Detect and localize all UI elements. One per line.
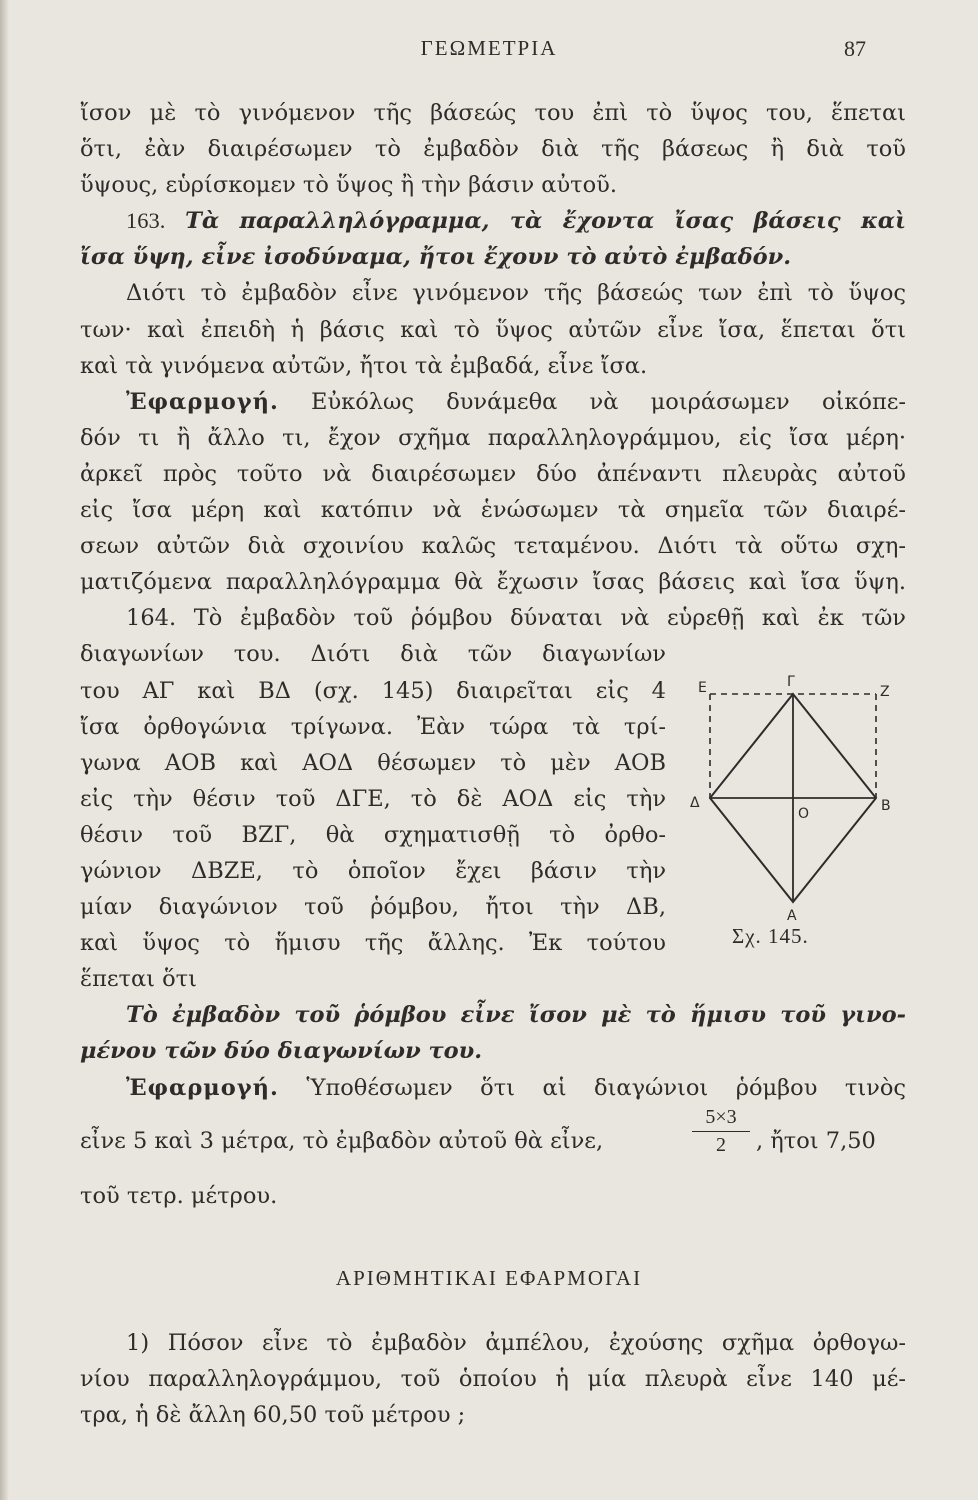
- text-line: ἴσον μὲ τὸ γινόμενον τῆς βάσεώς του ἐπὶ τὸ ὕψος του, ἕπεται: [80, 100, 906, 126]
- text-line: ὅτι, ἐὰν διαιρέσωμεν τὸ ἐμβαδὸν διὰ τῆς βάσεως ἢ διὰ τοῦ: [80, 136, 906, 163]
- application-text: Ὑποθέσωμεν ὅτι αἱ διαγώνιοι ῥόμβου τινὸς: [306, 1074, 906, 1101]
- application-label: Ἐφαρμογή.: [126, 1074, 279, 1101]
- figure-caption: Σχ. 145.: [732, 924, 809, 948]
- theorem-rhombus-line-2: μένου τῶν δύο διαγωνίων του.: [80, 1038, 483, 1065]
- label-z: Ζ: [880, 684, 890, 700]
- text-line: σεων αὐτῶν διὰ σχοινίου καλῶς τεταμένου. Διότι τὰ οὕτω σχη-: [80, 533, 906, 560]
- text-line: διαγωνίων του. Διότι διὰ τῶν διαγωνίων: [80, 641, 666, 668]
- running-head: [0, 36, 978, 66]
- section-heading: ΑΡΙΘΜΗΤΙΚΑΙ ΕΦΑΡΜΟΓΑΙ: [335, 1266, 643, 1290]
- label-e: Ε: [698, 680, 707, 696]
- figure-145: [676, 662, 906, 962]
- text-line: καὶ τὰ γινόμενα αὐτῶν, ἤτοι τὰ ἐμβαδά, εἶνε ἴσα.: [80, 352, 648, 379]
- label-a: Α: [787, 908, 797, 922]
- fraction-line: [80, 1106, 906, 1178]
- theorem-163-line-1: [80, 203, 906, 239]
- text-line: μίαν διαγώνιον τοῦ ῥόμβου, ἤτοι τὴν ΔΒ,: [80, 894, 666, 921]
- fraction-result: , ἤτοι 7,50: [756, 1127, 876, 1154]
- theorem-text: Τὰ παραλληλόγραμμα, τὰ ἔχοντα ἴσας βάσεις καὶ: [185, 208, 906, 235]
- text-line: ἀρκεῖ πρὸς τοῦτο νὰ διαιρέσωμεν δύο ἀπέναντι πλευρὰς αὐτοῦ: [80, 460, 906, 487]
- fraction-line-text: εἶνε 5 καὶ 3 μέτρα, τὸ ἐμβαδὸν αὐτοῦ θὰ εἶνε,: [80, 1127, 604, 1154]
- application-label: Ἐφαρμογή.: [126, 388, 279, 415]
- running-title: ΓΕΩΜΕΤΡΙΑ: [420, 36, 558, 60]
- label-d: Δ: [690, 795, 700, 811]
- label-g: Γ: [787, 674, 795, 690]
- exercise-list: [80, 1325, 906, 1433]
- text-line: ματιζόμενα παραλληλόγραμμα θὰ ἔχωσιν ἴσας βάσεις καὶ ἴσα ὕψη.: [80, 569, 906, 596]
- rhombus-diagram: [676, 662, 906, 922]
- text-line: γωνα ΑΟΒ καὶ ΑΟΔ θέσωμεν τὸ μὲν ΑΟΒ: [80, 749, 666, 776]
- text-line: ἕπεται ὅτι: [80, 966, 197, 993]
- fraction-numerator: 5×3: [692, 1106, 750, 1132]
- body-text: [80, 95, 906, 1214]
- text-line: Διότι τὸ ἐμβαδὸν εἶνε γινόμενον τῆς βάσεώς των ἐπὶ τὸ ὕψος: [126, 280, 906, 307]
- theorem-163-line-2: ἴσα ὕψη, εἶνε ἰσοδύναμα, ἤτοι ἔχουν τὸ αὐτὸ ἐμβαδόν.: [80, 244, 792, 271]
- label-b: Β: [881, 798, 891, 814]
- fraction: [692, 1106, 750, 1157]
- text-line: εἰς τὴν θέσιν τοῦ ΔΓΕ, τὸ δὲ ΑΟΔ εἰς τὴν: [80, 785, 666, 812]
- text-line: εἰς ἴσα μέρη καὶ κατόπιν νὰ ἑνώσωμεν τὰ σημεῖα τῶν διαιρέ-: [80, 497, 906, 524]
- text-line: ὕψους, εὑρίσκομεν τὸ ὕψος ἢ τὴν βάσιν αὐτοῦ.: [80, 172, 617, 199]
- text-line: καὶ ὕψος τὸ ἥμισυ τῆς ἄλλης. Ἐκ τούτου: [80, 930, 666, 957]
- application-text: Εὐκόλως δυνάμεθα νὰ μοιράσωμεν οἰκόπε-: [311, 388, 906, 415]
- page-number: 87: [844, 36, 866, 61]
- label-o: Ο: [798, 806, 810, 822]
- fraction-denominator: 2: [716, 1133, 726, 1156]
- text-line: δόν τι ἢ ἄλλο τι, ἔχον σχῆμα παραλληλογράμμου, εἰς ἴσα μέρη·: [80, 424, 906, 451]
- application-1-line-1: [80, 384, 906, 420]
- text-line: θέσιν τοῦ ΒΖΓ, θὰ σχηματισθῇ τὸ ὀρθο-: [80, 821, 666, 848]
- application-2-line-1: [80, 1070, 906, 1106]
- text-line: ἴσα ὀρθογώνια τρίγωνα. Ἐὰν τώρα τὰ τρί-: [80, 713, 666, 740]
- paragraph-number: 163.: [126, 208, 166, 234]
- text-line: τρα, ἡ δὲ ἄλλη 60,50 τοῦ μέτρου ;: [80, 1402, 466, 1429]
- text-line: του ΑΓ καὶ ΒΔ (σχ. 145) διαιρεῖται εἰς 4: [80, 677, 666, 704]
- text-line: τοῦ τετρ. μέτρου.: [80, 1182, 278, 1209]
- text-line: γώνιον ΔΒΖΕ, τὸ ὁποῖον ἔχει βάσιν τὴν: [80, 857, 666, 884]
- exercise-1-line-1: 1) Πόσον εἶνε τὸ ἐμβαδὸν ἀμπέλου, ἐχούσης σχῆμα ὀρθογω-: [126, 1330, 906, 1356]
- theorem-rhombus-line-1: Τὸ ἐμβαδὸν τοῦ ῥόμβου εἶνε ἴσον μὲ τὸ ἥμισυ τοῦ γινο-: [126, 1002, 906, 1029]
- paragraph-164-line-1: 164. Τὸ ἐμβαδὸν τοῦ ῥόμβου δύναται νὰ εὑρεθῇ καὶ ἐκ τῶν: [126, 605, 906, 632]
- text-line: νίου παραλληλογράμμου, τοῦ ὁποίου ἡ μία πλευρὰ εἶνε 140 μέ-: [80, 1366, 906, 1393]
- text-line: των· καὶ ἐπειδὴ ἡ βάσις καὶ τὸ ὕψος αὐτῶν εἶνε ἴσα, ἕπεται ὅτι: [80, 316, 906, 343]
